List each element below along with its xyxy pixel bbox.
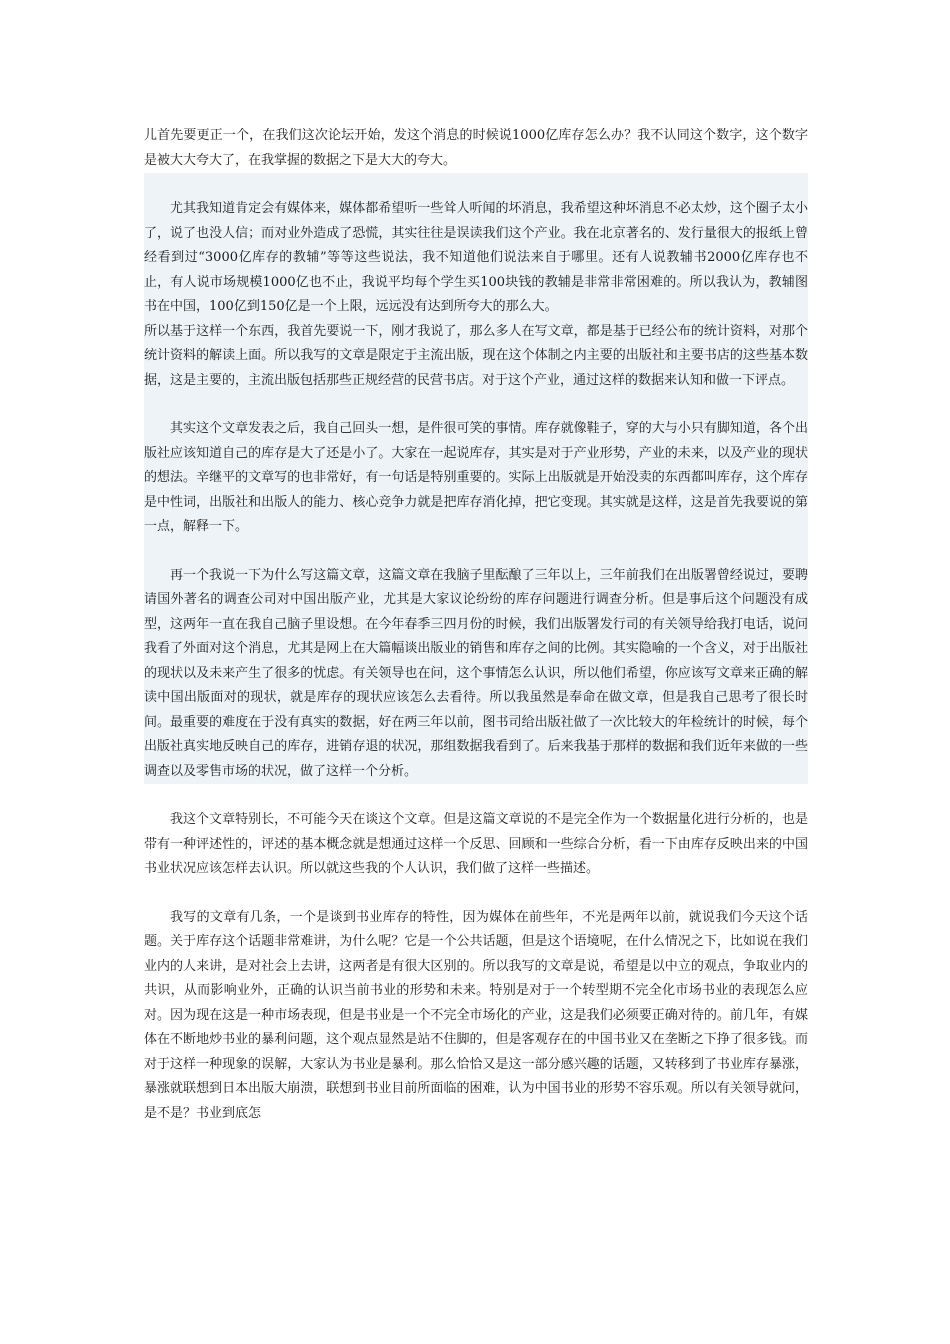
paragraph-6: 我这个文章特别长，不可能今天在谈这个文章。但是这篇文章说的不是完全作为一个数据量化进行分析的，也是带有一种评述性的，评述的基本概念就是想通过这样一个反思、回顾和一些综合分析，看一下由库存反映出来的中国书业状况应该怎样去认识。所以就这些我的个人认识，我们做了这样一些描述。 bbox=[144, 812, 808, 876]
shaded-section bbox=[144, 197, 808, 784]
paragraph-3: 所以基于这样一个东西，我首先要说一下，刚才我说了，那么多人在写文章，都是基于已经公布的统计资料，对那个统计资料的解读上面。所以我写的文章是限定于主流出版，现在这个体制之内主要的出版社和主要书店的这些基本数据，这是主要的，主流出版包括那些正规经营的民营书店。对于这个产业，通过这样的数据来认知和做一下评点。 bbox=[144, 323, 808, 388]
paragraph-gap bbox=[144, 784, 808, 808]
paragraph-gap bbox=[144, 393, 808, 417]
paragraph-gap bbox=[144, 882, 808, 906]
paragraph-7: 我写的文章有几条，一个是谈到书业库存的特性，因为媒体在前些年，不光是两年以前，就说我们今天这个话题。关于库存这个话题非常难讲，为什么呢？它是一个公共话题，但是这个语境呢，在什么情况之下，比如说在我们业内的人来讲，是对社会上去讲，这两者是有很大区别的。所以我写的文章是说，希望是以中立的观点，争取业内的共识，从而影响业外，正确的认识当前书业的形势和未来。特别是对于一个转型期不完全化市场书业的表现怎么应对。因为现在这是一种市场表现，但是书业是一个不完全市场化的产业，这是我们必须要正确对待的。前几年，有媒体在不断地炒书业的暴利问题，这个观点显然是站不住脚的，但是客观存在的中国书业又在垄断之下挣了很多钱。而对于这样一种现象的误解，大家认为书业是暴利。那么恰恰又是这一部分感兴趣的话题，又转移到了书业库存暴涨，暴涨就联想到日本出版大崩溃，联想到书业目前所面临的困难，认为中国书业的形势不容乐观。所以有关领导就问，是不是？书业到底怎 bbox=[144, 909, 808, 1121]
paragraph-1: 儿首先要更正一个，在我们这次论坛开始，发这个消息的时候说1000亿库存怎么办？我不认同这个数字，这个数字是被大大夸大了，在我掌握的数据之下是大大的夸大。 bbox=[144, 128, 808, 168]
paragraph-2: 尤其我知道肯定会有媒体来，媒体都希望听一些耸人听闻的坏消息，我希望这种坏消息不必太炒，这个圈子太小了，说了也没人信；而对业外造成了恐慌，其实往往是误读我们这个产业。我在北京著名的、发行量很大的报纸上曾经看到过“3000亿库存的教辅”等等这些说法，我不知道他们说法来自于哪里。还有人说教辅书2000亿库存也不止，有人说市场规模1000亿也不止，我说平均每个学生买100块钱的教辅是非常非常困难的。所以我认为，教辅图书在中国，100亿到150亿是一个上限，远远没有达到所夸大的那么大。 bbox=[144, 201, 808, 314]
document-body bbox=[144, 124, 808, 1126]
paragraph-gap bbox=[144, 173, 808, 197]
paragraph-4: 其实这个文章发表之后，我自己回头一想，是件很可笑的事情。库存就像鞋子，穿的大与小只有脚知道，各个出版社应该知道自己的库存是大了还是小了。大家在一起说库存，其实是对于产业形势，产业的未来，以及产业的现状的想法。辛继平的文章写的也非常好，有一句话是特别重要的。实际上出版就是开始没卖的东西都叫库存，这个库存是中性词，出版社和出版人的能力、核心竞争力就是把库存消化掉，把它变现。其实就是这样，这是首先我要说的第一点，解释一下。 bbox=[144, 421, 808, 534]
paragraph-5: 再一个我说一下为什么写这篇文章，这篇文章在我脑子里酝酿了三年以上，三年前我们在出版署曾经说过，要聘请国外著名的调查公司对中国出版产业，尤其是大家议论纷纷的库存问题进行调查分析。但是事后这个问题没有成型，这两年一直在我自己脑子里设想。在今年春季三四月份的时候，我们出版署发行司的有关领导给我打电话，说问我看了外面对这个消息，尤其是网上在大篇幅谈出版业的销售和库存之间的比例。其实隐喻的一个含义，对于出版社的现状以及未来产生了很多的忧虑。有关领导也在问，这个事情怎么认识，所以他们希望，你应该写文章来正确的解读中国出版面对的现状，就是库存的现状应该怎么去看待。所以我虽然是奉命在做文章，但是我自己思考了很长时间。最重要的难度在于没有真实的数据，好在两三年以前，图书司给出版社做了一次比较大的年检统计的时候，每个出版社真实地反映自己的库存，进销存退的状况，那组数据我看到了。后来我基于那样的数据和我们近年来做的一些调查以及零售市场的状况，做了这样一个分析。 bbox=[144, 567, 808, 779]
paragraph-gap bbox=[144, 540, 808, 564]
